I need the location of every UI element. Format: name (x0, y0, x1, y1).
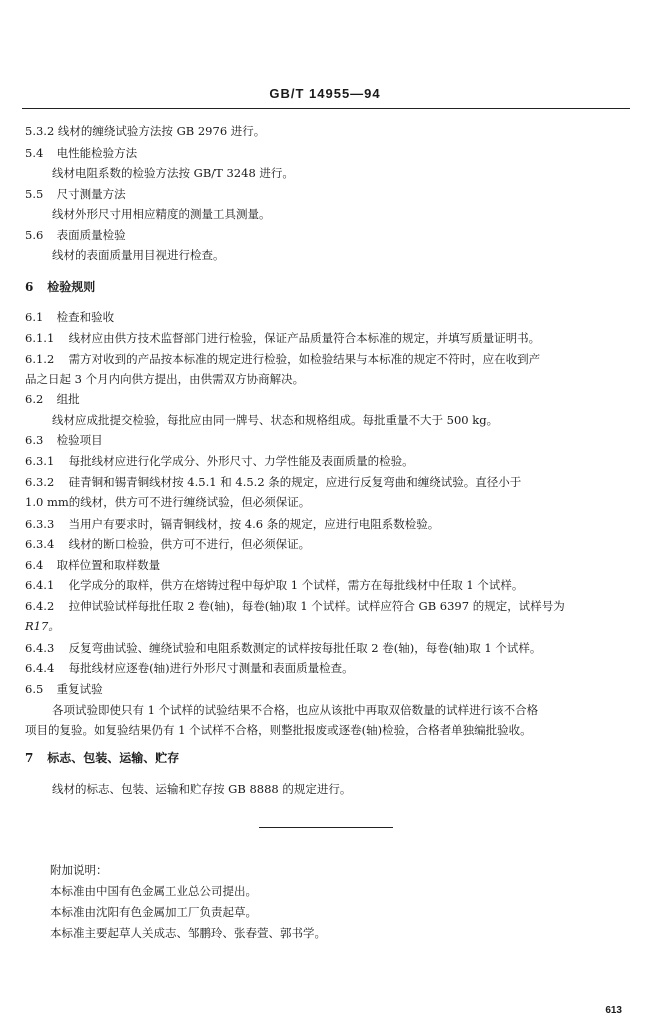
clause-6-5-body-line2: 项目的复验。如复验结果仍有 1 个试样不合格，则整批报废或逐卷(轴)检验，合格者单独编批验收。 (25, 723, 532, 737)
clause-5-5-title: 5.5 尺寸测量方法 (25, 187, 126, 201)
notes-line-2: 本标准由沈阳有色金属加工厂负责起草。 (50, 905, 257, 919)
notes-heading: 附加说明： (50, 863, 108, 877)
clause-6-4-3: 6.4.3 反复弯曲试验、缠绕试验和电阻系数测定的试样按每批任取 2 卷(轴)，每卷(轴)取 1 个试样。 (25, 641, 542, 655)
clause-6-3-1: 6.3.1 每批线材应进行化学成分、外形尺寸、力学性能及表面质量的检验。 (25, 454, 414, 468)
page-header: GB/T 14955—94 (269, 86, 381, 101)
clause-5-4-body: 线材电阻系数的检验方法按 GB/T 3248 进行。 (52, 166, 294, 180)
clause-6-3-title: 6.3 检验项目 (25, 433, 103, 447)
clause-6-1-1: 6.1.1 线材应由供方技术监督部门进行检验，保证产品质量符合本标准的规定，并填写质量证明书。 (25, 331, 541, 345)
clause-6-4-title: 6.4 取样位置和取样数量 (25, 558, 161, 572)
clause-5-4-title: 5.4 电性能检验方法 (25, 146, 138, 160)
clause-6-1-2-line1: 6.1.2 需方对收到的产品按本标准的规定进行检验，如检验结果与本标准的规定不符时，应在收到产 (25, 352, 541, 366)
clause-6-4-2-line1: 6.4.2 拉伸试验试样每批任取 2 卷(轴)，每卷(轴)取 1 个试样。试样应符合 GB 6397 的规定，试样号为 (25, 599, 565, 613)
clause-6-2-body: 线材应成批提交检验，每批应由同一牌号、状态和规格组成。每批重量不大于 500 kg。 (52, 413, 499, 427)
notes-line-1: 本标准由中国有色金属工业总公司提出。 (50, 884, 257, 898)
clause-6-3-2-line1: 6.3.2 硅青铜和锡青铜线材按 4.5.1 和 4.5.2 条的规定，应进行反复弯曲和缠绕试验。直径小于 (25, 475, 522, 489)
clause-5-6-body: 线材的表面质量用目视进行检查。 (52, 248, 225, 262)
chapter-6-heading: 6 检验规则 (25, 280, 96, 294)
clause-5-5-body: 线材外形尺寸用相应精度的测量工具测量。 (52, 207, 271, 221)
clause-6-1-title: 6.1 检查和验收 (25, 310, 115, 324)
page-number: 613 (605, 1005, 622, 1016)
clause-5-6-title: 5.6 表面质量检验 (25, 228, 126, 242)
clause-6-3-4: 6.3.4 线材的断口检验，供方可不进行，但必须保证。 (25, 537, 311, 551)
end-rule (259, 827, 393, 828)
clause-5-3-2: 5.3.2 线材的缠绕试验方法按 GB 2976 进行。 (25, 124, 266, 138)
clause-6-5-body-line1: 各项试验即使只有 1 个试样的试验结果不合格，也应从该批中再取双倍数量的试样进行该不合格 (52, 703, 539, 717)
header-rule (22, 108, 630, 109)
chapter-7-heading: 7 标志、包装、运输、贮存 (25, 751, 180, 765)
notes-line-3: 本标准主要起草人关成志、邹鹏玲、张春萱、郭书学。 (50, 926, 326, 940)
clause-6-4-4: 6.4.4 每批线材应逐卷(轴)进行外形尺寸测量和表面质量检查。 (25, 661, 354, 675)
clause-6-3-2-line2: 1.0 mm的线材，供方可不进行缠绕试验，但必须保证。 (25, 495, 311, 509)
clause-6-4-2-line2: R17。 (25, 619, 60, 633)
clause-6-2-title: 6.2 组批 (25, 392, 80, 406)
clause-6-5-title: 6.5 重复试验 (25, 682, 103, 696)
clause-6-3-3: 6.3.3 当用户有要求时，镉青铜线材，按 4.6 条的规定，应进行电阻系数检验。 (25, 517, 440, 531)
clause-6-1-2-line2: 品之日起 3 个月内向供方提出，由供需双方协商解决。 (25, 372, 305, 386)
chapter-7-body: 线材的标志、包装、运输和贮存按 GB 8888 的规定进行。 (52, 782, 352, 796)
clause-6-4-1: 6.4.1 化学成分的取样，供方在熔铸过程中每炉取 1 个试样，需方在每批线材中任取 1 个试样。 (25, 578, 524, 592)
